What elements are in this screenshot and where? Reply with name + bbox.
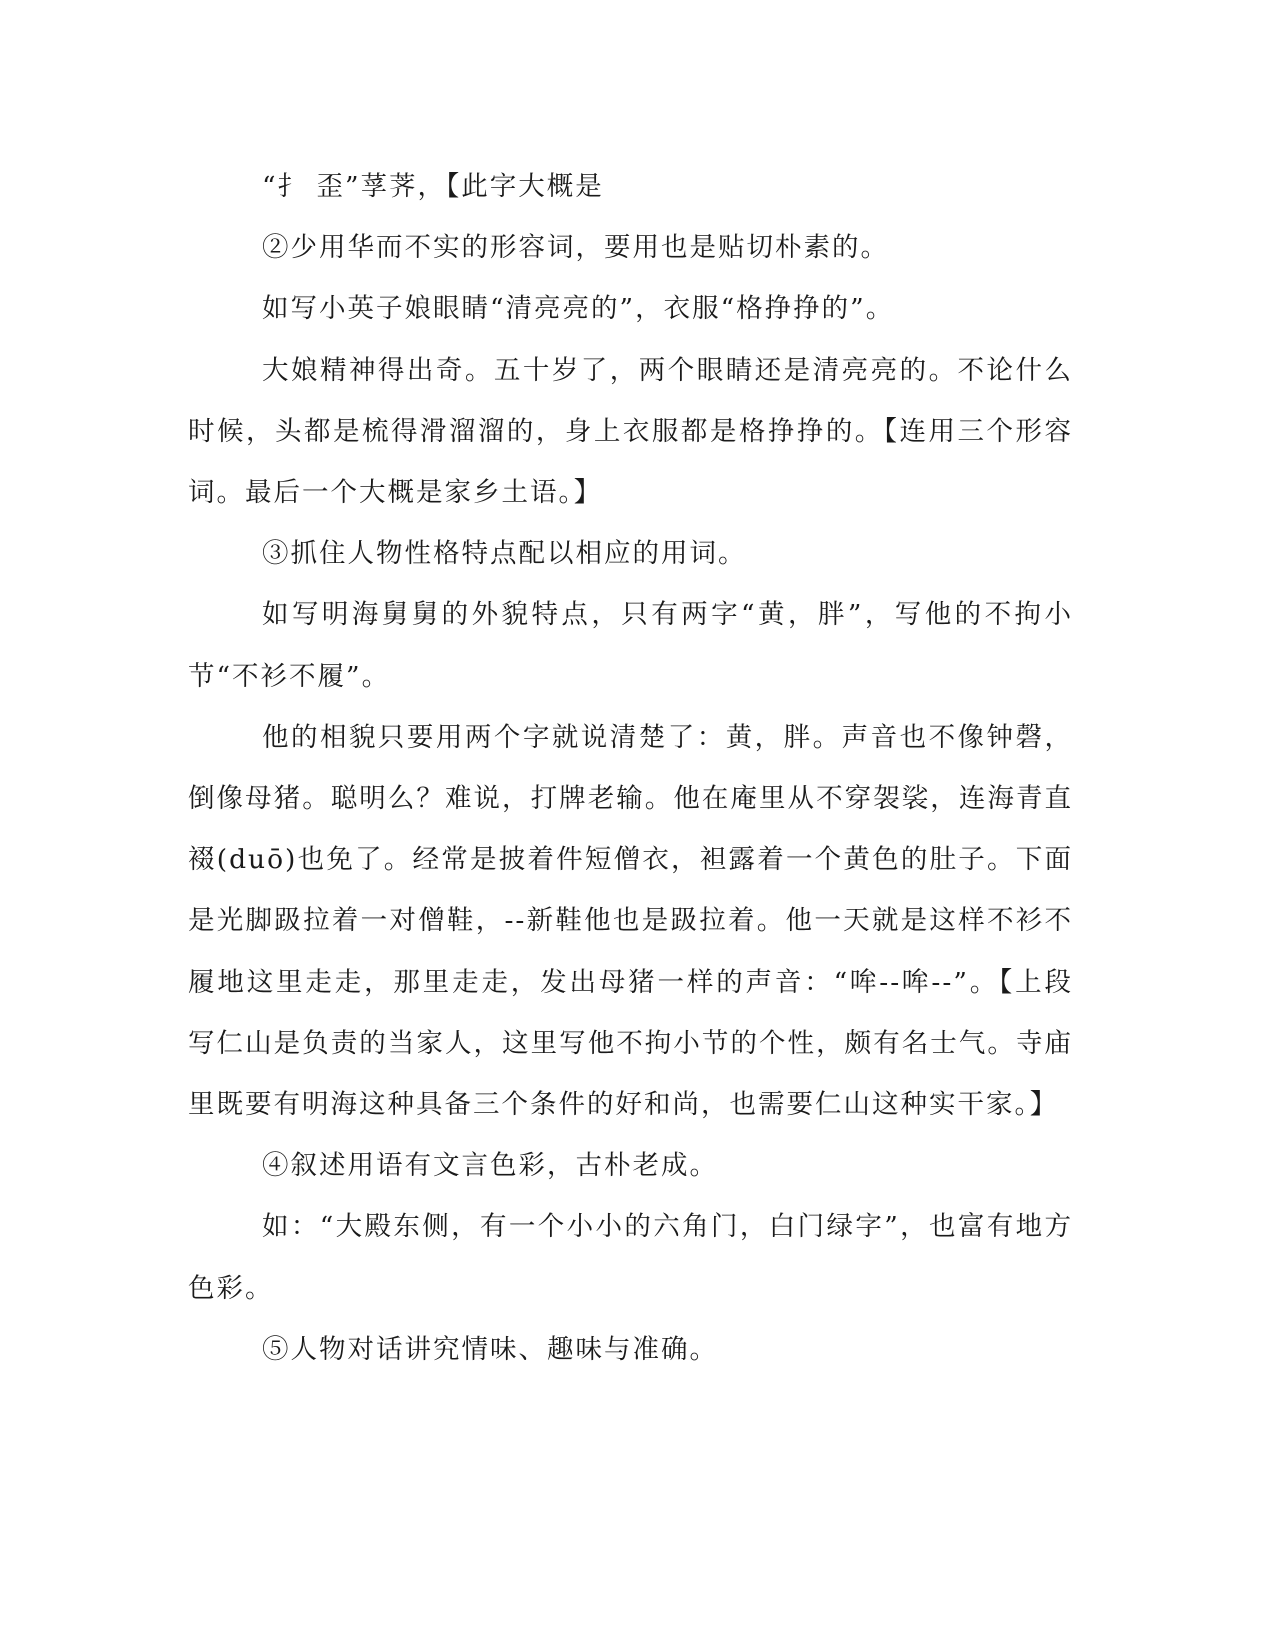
paragraph-example-minghai-uncle: 如写明海舅舅的外貌特点，只有两字“黄，胖”，写他的不拘小节“不衫不履”。 xyxy=(188,599,1073,692)
paragraph-example-hexagonal-gate: 如：“大殿东侧，有一个小小的六角门，白门绿字”，也富有地方色彩。 xyxy=(188,1211,1073,1304)
document-body xyxy=(188,156,1073,1380)
paragraph-quote-renshan: 他的相貌只要用两个字就说清楚了：黄，胖。声音也不像钟磬，倒像母猪。聪明么？难说，打牌老输。他在庵里从不穿袈裟，连海青直裰(duō)也免了。经常是披着件短僧衣，袒露着一个黄色的肚子。下面是光脚趿拉着一对僧鞋，--新鞋他也是趿拉着。他一天就是这样不衫不履地这里走走，那里走走，发出母猪一样的声音：“哞--哞--”。【上段写仁山是负责的当家人，这里写他不拘小节的个性，颇有名士气。寺庙里既要有明海这种具备三个条件的好和尚，也需要仁山这种实干家。】 xyxy=(188,721,1073,1121)
paragraph-point-4-classical-style: ④叙述用语有文言色彩，古朴老成。 xyxy=(262,1150,718,1182)
paragraph-quote-dama: 大娘精神得出奇。五十岁了，两个眼睛还是清亮亮的。不论什么时候，头都是梳得滑溜溜的，身上衣服都是格挣挣的。【连用三个形容词。最后一个大概是家乡土语。】 xyxy=(188,354,1073,509)
paragraph-example-yingzi-mother: 如写小英子娘眼睛“清亮亮的”，衣服“格挣挣的”。 xyxy=(262,293,895,325)
paragraph-point-2-adjectives: ②少用华而不实的形容词，要用也是贴切朴素的。 xyxy=(262,232,889,264)
paragraph-point-5-dialogue: ⑤人物对话讲究情味、趣味与准确。 xyxy=(262,1333,718,1365)
paragraph-fragment-radical-note: “扌 歪”莩荠，【此字大概是 xyxy=(262,171,604,202)
paragraph-point-3-character-words: ③抓住人物性格特点配以相应的用词。 xyxy=(262,538,747,570)
